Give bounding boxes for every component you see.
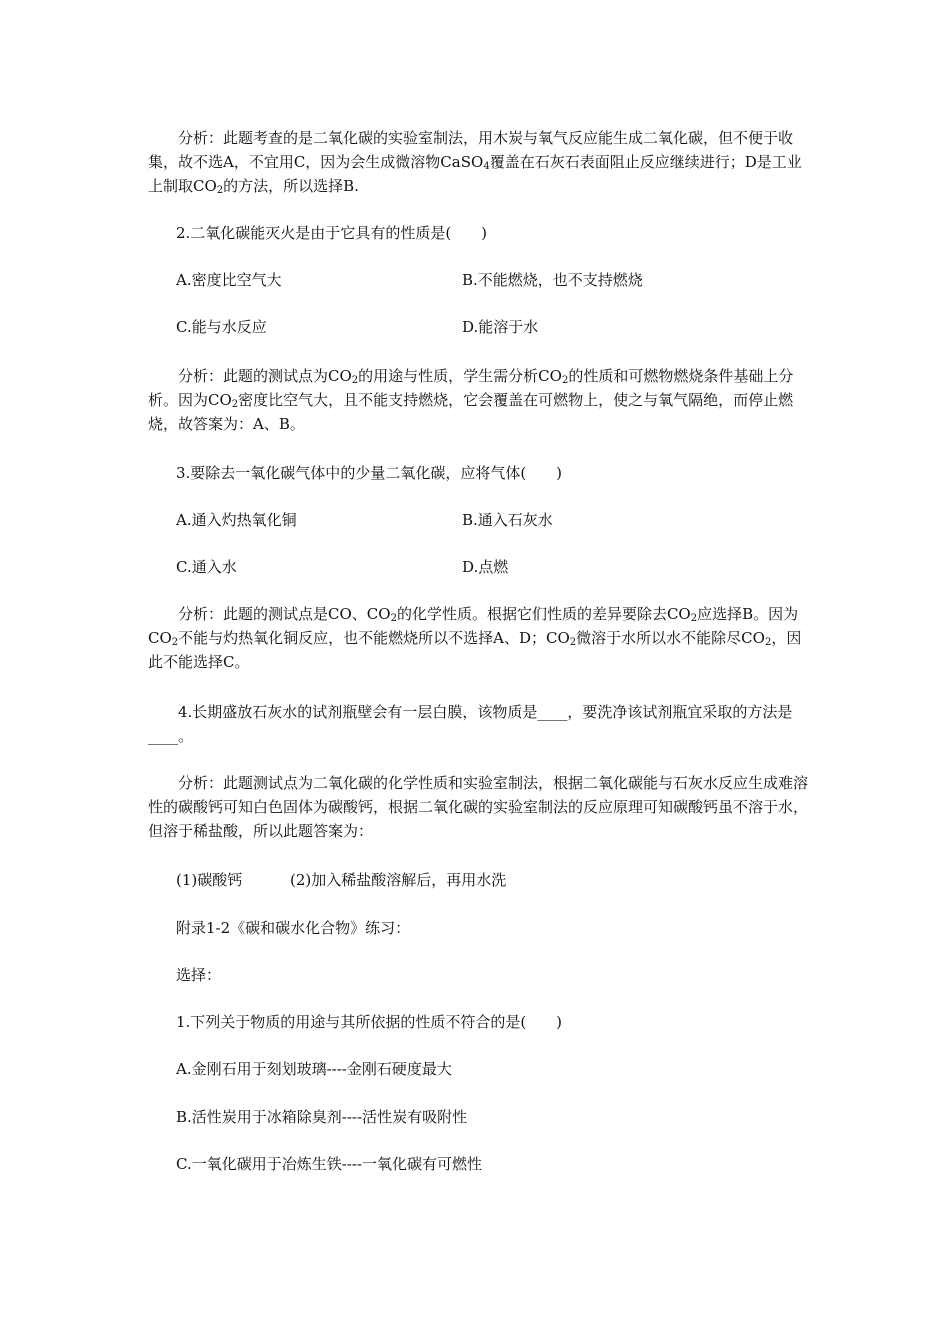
subscript: 4 [483,161,490,172]
question-2-option-a: A.密度比空气大 [176,271,282,289]
subscript: 2 [569,637,577,648]
question-3-option-c: C.通入水 [176,558,237,576]
analysis-paragraph-3 [148,602,808,674]
question-2-stem: 2.二氧化碳能灭火是由于它具有的性质是( ) [176,224,488,242]
answer-4-part-2: (2)加入稀盐酸溶解后，再用水洗 [290,871,507,889]
question-2-option-d: D.能溶于水 [462,318,539,336]
analysis-3-text-c: 应选择B。因为CO [148,605,799,647]
appendix-title: 附录1-2《碳和碳水化合物》练习： [176,919,411,937]
subscript: 2 [231,399,239,410]
question-3-option-d: D.点燃 [462,558,509,576]
analysis-paragraph-4: 分析：此题测试点为二氧化碳的化学性质和实验室制法，根据二氧化碳能与石灰水反应生成难溶性的碳酸钙可知白色固体为碳酸钙，根据二氧化碳的实验室制法的反应原理可知碳酸钙虽不溶于水，但溶于稀盐酸，所以此题答案为： [148,774,809,840]
analysis-1-text-a: 分析：此题考查的是二氧化碳的实验室制法，用木炭与氧气反应能生成二氧化碳，但不便于收集，故不选A，不宜用C，因为会生成微溶物CaSO [148,129,794,171]
subscript: 2 [764,637,772,648]
subscript: 2 [561,375,569,386]
exercise-1-option-b: B.活性炭用于冰箱除臭剂----活性炭有吸附性 [176,1108,468,1126]
answer-4-part-1: (1)碳酸钙 [176,871,243,889]
question-3-option-b: B.通入石灰水 [462,511,553,529]
analysis-3-text-f: ，因此不能选择C。 [148,629,802,671]
analysis-2-text-a: 分析：此题的测试点为CO [178,367,352,385]
question-2-option-b: B.不能燃烧，也不支持燃烧 [462,271,643,289]
exercise-1-option-c: C.一氧化碳用于冶炼生铁----一氧化碳有可燃性 [176,1155,482,1173]
analysis-paragraph-2 [148,364,808,436]
question-2-option-c: C.能与水反应 [176,318,267,336]
exercise-1-option-a: A.金刚石用于刻划玻璃----金刚石硬度最大 [176,1060,452,1078]
subscript: 2 [216,185,224,196]
analysis-2-text-c: 的性质和可燃物燃烧条件基础上分析。因为CO [148,367,794,409]
question-3-stem: 3.要除去一氧化碳气体中的少量二氧化碳，应将气体( ) [176,464,563,482]
subscript: 2 [351,375,359,386]
analysis-3-text-b: 的化学性质。根据它们性质的差异要除去CO [396,605,691,623]
analysis-2-text-d: 密度比空气大，且不能支持燃烧，它会覆盖在可燃物上，使之与氧气隔绝，而停止燃烧，故答案为：A、B。 [148,391,794,433]
subscript: 2 [390,613,397,624]
exercise-1-stem: 1.下列关于物质的用途与其所依据的性质不符合的是( ) [176,1013,563,1031]
analysis-1-text-b: 覆盖在石灰石表面阻止反应继续进行；D是工业上制取CO [148,153,802,195]
analysis-3-text-a: 分析：此题的测试点是CO、CO [178,605,391,623]
subscript: 2 [171,637,179,648]
analysis-1-text-c: 的方法，所以选择B. [223,177,359,195]
analysis-3-text-d: 不能与灼热氧化铜反应，也不能燃烧所以不选择A、D；CO [178,629,570,647]
analysis-3-text-e: 微溶于水所以水不能除尽CO [576,629,765,647]
question-3-option-a: A.通入灼热氧化铜 [176,511,297,529]
analysis-paragraph-1 [148,126,808,198]
question-4-stem: 4.长期盛放石灰水的试剂瓶壁会有一层白膜，该物质是____，要洗净该试剂瓶宜采取的方法是____。 [148,703,793,745]
analysis-2-text-b: 的用途与性质，学生需分析CO [358,367,562,385]
subscript: 2 [690,613,698,624]
section-heading: 选择： [176,966,222,984]
